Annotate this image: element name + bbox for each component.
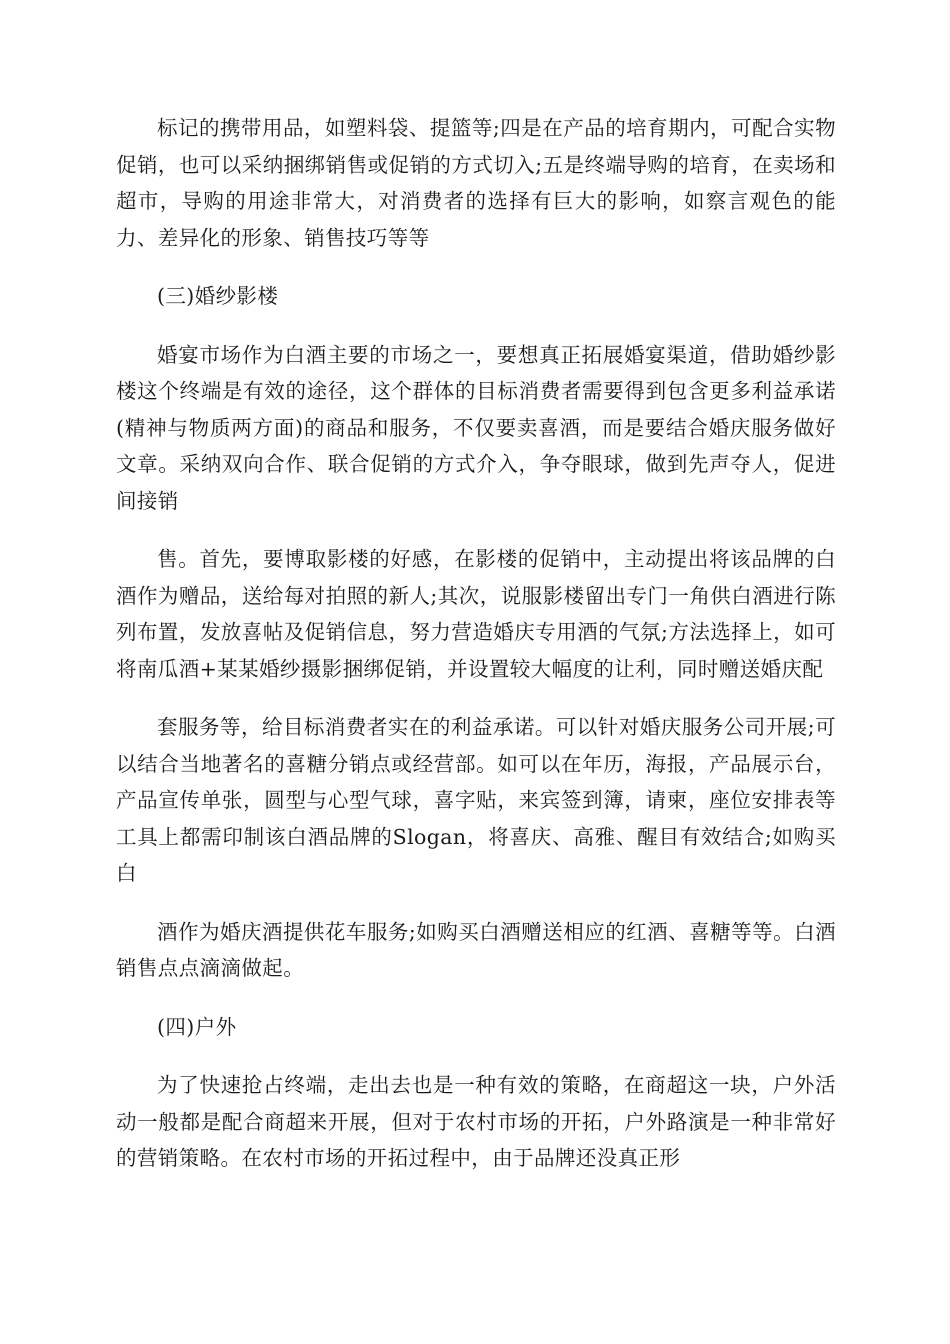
paragraph-outdoor-strategy: 为了快速抢占终端，走出去也是一种有效的策略，在商超这一块，户外活动一般都是配合商超来开展，但对于农村市场的开拓，户外路演是一种非常好的营销策略。在农村市场的开拓过程中，由于品牌还没真正形 bbox=[116, 1073, 836, 1170]
paragraph-studio-promotion: 售。首先，要博取影楼的好感，在影楼的促销中，主动提出将该品牌的白酒作为赠品，送给每对拍照的新人;其次，说服影楼留出专门一角供白酒进行陈列布置，发放喜帖及促销信息，努力营造婚庆专用酒的气氛;方法选择上，如可将南瓜酒+某某婚纱摄影捆绑促销，并设置较大幅度的让利，同时赠送婚庆配 bbox=[116, 547, 836, 681]
document-body bbox=[116, 110, 836, 1199]
paragraph-flower-car-service: 酒作为婚庆酒提供花车服务;如购买白酒赠送相应的红酒、喜糖等等。白酒销售点点滴滴做起。 bbox=[116, 919, 836, 980]
section-heading-outdoor: (四)户外 bbox=[157, 1014, 237, 1039]
paragraph-wedding-market: 婚宴市场作为白酒主要的市场之一，要想真正拓展婚宴渠道，借助婚纱影楼这个终端是有效的途径，这个群体的目标消费者需要得到包含更多利益承诺(精神与物质两方面)的商品和服务，不仅要卖喜酒，而是要结合婚庆服务做好文章。采纳双向合作、联合促销的方式介入，争夺眼球，做到先声夺人，促进间接销 bbox=[116, 342, 836, 513]
section-heading-wedding-studio: (三)婚纱影楼 bbox=[157, 284, 279, 308]
paragraph-wedding-services: 套服务等，给目标消费者实在的利益承诺。可以针对婚庆服务公司开展;可以结合当地著名的喜糖分销点或经营部。如可以在年历，海报，产品展示台，产品宣传单张，圆型与心型气球，喜字贴，来宾签到簿，请柬，座位安排表等工具上都需印制该白酒品牌的Slogan，将喜庆、高雅、醒目有效结合;如购买白 bbox=[116, 715, 836, 885]
paragraph-shopping-supplies: 标记的携带用品，如塑料袋、提篮等;四是在产品的培育期内，可配合实物促销，也可以采纳捆绑销售或促销的方式切入;五是终端导购的培育，在卖场和超市，导购的用途非常大，对消费者的选择有巨大的影响，如察言观色的能力、差异化的形象、销售技巧等等 bbox=[116, 116, 836, 250]
